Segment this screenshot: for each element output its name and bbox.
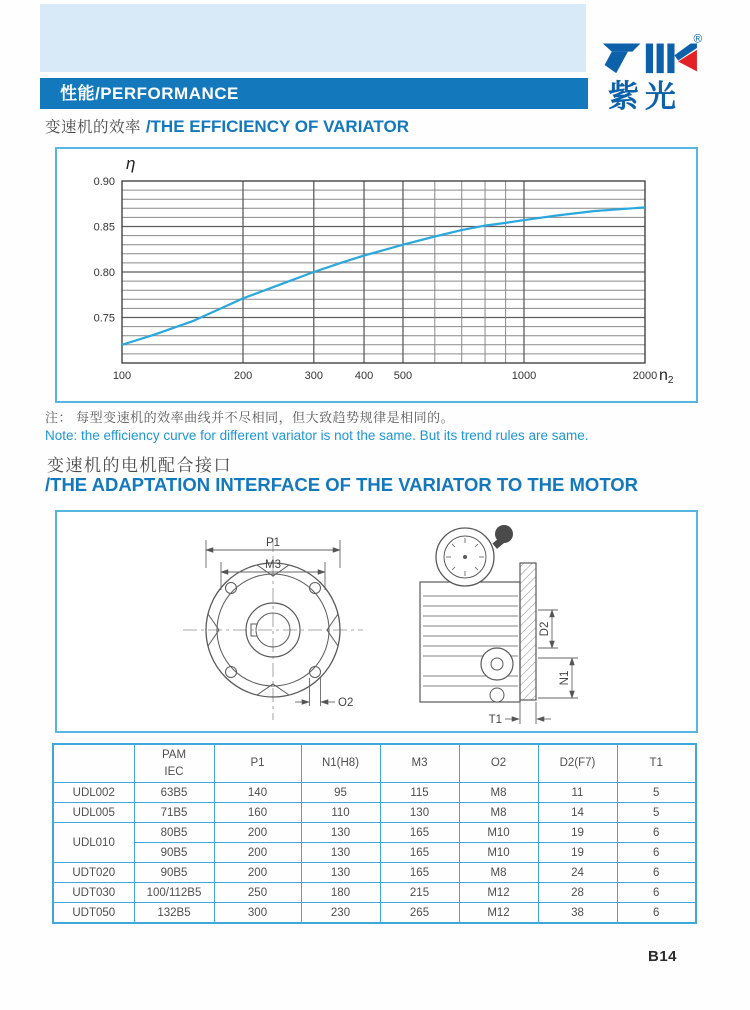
table-cell: 5 (617, 783, 696, 803)
table-cell: 19 (538, 823, 617, 843)
adaptation-title-en: /THE ADAPTATION INTERFACE OF THE VARIATOR TO THE MOTOR (45, 474, 639, 495)
table-cell: 200 (214, 863, 301, 883)
o2-dim-label: O2 (338, 697, 354, 709)
table-row (53, 783, 696, 803)
top-decorative-band (40, 4, 586, 72)
y-axis-title: η (126, 154, 136, 173)
col-header-m3: M3 (380, 744, 459, 783)
chart-gridlines (122, 181, 645, 363)
svg-text:200: 200 (233, 370, 253, 382)
table-row (53, 883, 696, 903)
col-header-o2: O2 (459, 744, 538, 783)
table-cell: 90B5 (134, 863, 214, 883)
performance-header-bar (40, 78, 588, 109)
table-cell: 140 (214, 783, 301, 803)
col-header-pam-iec: PAM IEC (134, 744, 214, 783)
table-cell: M12 (459, 883, 538, 903)
table-cell: 63B5 (134, 783, 214, 803)
table-cell: 110 (301, 803, 380, 823)
model-cell: UDL005 (53, 803, 134, 823)
efficiency-curve (122, 207, 645, 344)
table-cell: 165 (380, 843, 459, 863)
efficiency-title-cn: 变速机的效率 (45, 119, 146, 136)
table-cell: 115 (380, 783, 459, 803)
table-cell: 6 (617, 903, 696, 924)
x-axis-title: n2 (659, 367, 674, 386)
table-cell: 300 (214, 903, 301, 924)
efficiency-section-title (45, 115, 409, 137)
table-header-row (53, 744, 696, 783)
table-cell: 6 (617, 883, 696, 903)
adaptation-title-cn: 变速机的电机配合接口 (47, 456, 232, 475)
efficiency-title-en: /THE EFFICIENCY OF VARIATOR (145, 117, 410, 136)
table-cell: M8 (459, 803, 538, 823)
table-cell: 165 (380, 823, 459, 843)
efficiency-chart (57, 149, 696, 401)
efficiency-chart-frame (55, 147, 698, 403)
table-cell: M10 (459, 843, 538, 863)
table-cell: 11 (538, 783, 617, 803)
table-cell: 200 (214, 823, 301, 843)
adaptation-table-wrap (52, 743, 697, 924)
col-header-t1: T1 (617, 744, 696, 783)
table-cell: M8 (459, 863, 538, 883)
svg-text:300: 300 (304, 370, 323, 382)
table-cell: 200 (214, 843, 301, 863)
zik-logo-icon (601, 30, 705, 75)
table-cell: 28 (538, 883, 617, 903)
svg-text:100: 100 (112, 370, 132, 382)
svg-text:2000: 2000 (632, 370, 658, 382)
dimension-diagram (57, 512, 696, 731)
brand-name-cn: 紫光 (608, 79, 682, 114)
table-cell: M12 (459, 903, 538, 924)
model-cell: UDL010 (53, 823, 134, 863)
svg-text:0.90: 0.90 (93, 176, 115, 188)
table-cell: 132B5 (134, 903, 214, 924)
table-row (53, 823, 696, 843)
table-cell: 5 (617, 803, 696, 823)
svg-text:400: 400 (354, 370, 374, 382)
table-cell: 90B5 (134, 843, 214, 863)
model-cell: UDT020 (53, 863, 134, 883)
table-cell: 130 (301, 843, 380, 863)
n1-dim-label: N1 (559, 670, 571, 686)
table-cell: 19 (538, 843, 617, 863)
table-row (53, 863, 696, 883)
efficiency-note-cn: 注： 每型变速机的效率曲线并不尽相同，但大致趋势规律是相同的。 (45, 410, 455, 425)
svg-text:1000: 1000 (511, 370, 537, 382)
table-cell: 130 (301, 823, 380, 843)
dimension-diagram-frame (55, 510, 698, 733)
table-cell: M8 (459, 783, 538, 803)
d2-dim-label: D2 (539, 621, 551, 637)
table-cell: 71B5 (134, 803, 214, 823)
model-cell: UDL002 (53, 783, 134, 803)
col-header-d2: D2(F7) (538, 744, 617, 783)
table-cell: 160 (214, 803, 301, 823)
table-cell: 95 (301, 783, 380, 803)
side-view (420, 525, 536, 702)
table-cell: 24 (538, 863, 617, 883)
m3-dim-label: M3 (265, 559, 281, 571)
table-cell: 38 (538, 903, 617, 924)
table-cell: 215 (380, 883, 459, 903)
svg-text:0.75: 0.75 (93, 312, 115, 325)
col-header-blank (53, 744, 134, 783)
table-row (53, 843, 696, 863)
performance-header-title: 性能/PERFORMANCE (60, 84, 239, 103)
adaptation-table (52, 743, 697, 924)
model-cell: UDT030 (53, 883, 134, 903)
table-cell: 250 (214, 883, 301, 903)
registered-mark: ® (693, 32, 703, 46)
table-cell: 80B5 (134, 823, 214, 843)
svg-text:0.80: 0.80 (93, 267, 115, 279)
table-cell: 230 (301, 903, 380, 924)
table-cell: 130 (380, 803, 459, 823)
brand-logo (601, 30, 721, 112)
y-axis-tick-labels (94, 176, 115, 325)
table-cell: 130 (301, 863, 380, 883)
model-cell: UDT050 (53, 903, 134, 924)
table-cell: 180 (301, 883, 380, 903)
table-row (53, 903, 696, 924)
table-cell: 14 (538, 803, 617, 823)
svg-text:500: 500 (393, 370, 413, 382)
efficiency-note-en: Note: the efficiency curve for different variator is not the same. But its trend rules are same. (45, 428, 589, 443)
table-cell: M10 (459, 823, 538, 843)
table-row (53, 803, 696, 823)
page-number: B14 (648, 948, 678, 965)
col-header-p1: P1 (214, 744, 301, 783)
x-axis-tick-labels (113, 370, 657, 382)
table-cell: 6 (617, 843, 696, 863)
col-header-n1: N1(H8) (301, 744, 380, 783)
table-cell: 165 (380, 863, 459, 883)
table-cell: 6 (617, 823, 696, 843)
p1-dim-label: P1 (265, 537, 281, 549)
svg-text:0.85: 0.85 (93, 221, 115, 234)
t1-dim-label: T1 (488, 714, 502, 726)
table-cell: 6 (617, 863, 696, 883)
table-cell: 100/112B5 (134, 883, 214, 903)
table-cell: 265 (380, 903, 459, 924)
